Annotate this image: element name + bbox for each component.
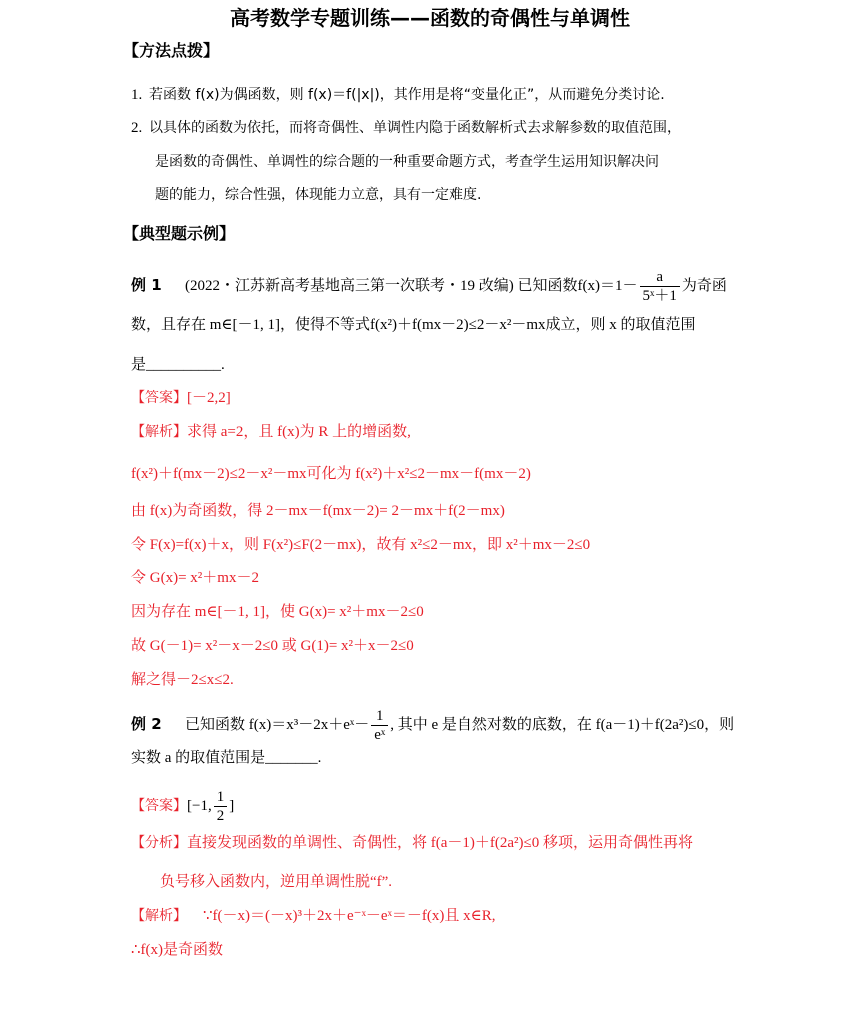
fraction-numerator: a (640, 268, 680, 287)
section-method-heading: 【方法点拨】 (123, 41, 220, 60)
solution-step: 令 F(x)=f(x)＋x，则 F(x²)≤F(2－mx)，故有 x²≤2－mx，即 x²＋mx－2≤0 (131, 537, 591, 553)
answer-tag: 【答案】 (131, 390, 187, 406)
method-item-text: 若函数 f(x)为偶函数，则 f(x)＝f(|x|)，其作用是将“变量化正”，从而避免分类讨论. (149, 87, 665, 103)
fraction-denominator: 5ˣ＋1 (642, 288, 677, 304)
fenxi-text: 直接发现函数的单调性、奇偶性，将 f(a－1)＋f(2a²)≤0 移项，运用奇偶性再将 (187, 835, 694, 851)
section-examples-heading: 【典型题示例】 (123, 224, 236, 243)
example2-answer (131, 788, 730, 825)
method-item-text: 以具体的函数为依托，而将奇偶性、单调性内隐于函数解析式去求解参数的取值范围， (149, 120, 681, 136)
method-item-text: 题的能力，综合性强，体现能力立意，具有一定难度. (155, 187, 482, 203)
example1-fraction (640, 268, 680, 305)
example2-line2: 实数 a 的取值范围是_______. (131, 750, 322, 766)
solution-step: 令 G(x)= x²＋mx－2 (131, 570, 259, 586)
example2-fenxi-cont: 负号移入函数内，逆用单调性脱“f”. (160, 874, 393, 890)
example2-fenxi (131, 833, 730, 853)
fraction-numerator: 1 (214, 788, 228, 807)
fraction-denominator: 2 (216, 808, 225, 824)
fraction-denominator: eˣ (374, 727, 386, 743)
solution-step: 故 G(－1)= x²－x－2≤0 或 G(1)= x²＋x－2≤0 (131, 638, 414, 654)
solution-step: 由 f(x)为奇函数，得 2－mx－f(mx－2)= 2－mx＋f(2－mx) (131, 503, 505, 519)
answer-value: [－2,2] (187, 390, 231, 406)
answer-part: [−1, (187, 797, 212, 814)
example2-conclusion: ∴f(x)是奇函数 (131, 942, 224, 958)
analysis-text: 求得 a=2，且 f(x)为 R 上的增函数, (187, 424, 411, 440)
example1-stem (131, 268, 730, 305)
example2-label: 例 2 (131, 714, 162, 733)
answer-tag: 【答案】 (131, 797, 187, 814)
example1-answer (131, 388, 730, 408)
fraction-numerator: 1 (371, 707, 388, 726)
jiexi-text: ∵f(－x)＝(－x)³＋2x＋e⁻ˣ－eˣ＝－f(x)且 x∈R, (203, 908, 496, 924)
example1-source: (2022・江苏新高考基地高三第一次联考・19 改编) 已知函数 (185, 277, 578, 294)
fenxi-tag: 【分析】 (131, 835, 187, 851)
method-item-number: 1. (131, 87, 143, 103)
example1-line3: 是__________. (131, 357, 225, 373)
example1-function: f(x)＝1－ (577, 277, 638, 294)
example2-stem-text: 已知函数 f(x)＝x³－2x＋eˣ－ (185, 716, 370, 733)
example2-stem (131, 707, 735, 744)
jiexi-tag: 【解析】 (131, 908, 187, 924)
example1-analysis (131, 422, 730, 442)
method-item-number: 2. (131, 120, 143, 136)
method-item-1 (131, 85, 730, 105)
solution-step: 解之得－2≤x≤2. (131, 672, 234, 688)
example1-label: 例 1 (131, 275, 162, 294)
solution-step: 因为存在 m∈[－1, 1]，使 G(x)= x²＋mx－2≤0 (131, 604, 424, 620)
example2-fraction (371, 707, 388, 744)
example1-line2: 数，且存在 m∈[－1, 1]，使得不等式f(x²)＋f(mx－2)≤2－x²－mx成立，则 x 的取值范围 (131, 317, 696, 333)
method-item-2 (131, 118, 730, 138)
method-item-2-cont (155, 185, 730, 205)
method-item-text: 是函数的奇偶性、单调性的综合题的一种重要命题方式，考查学生运用知识解决问 (155, 154, 659, 170)
method-item-2-cont (155, 152, 730, 172)
example2-stem-text: , 其中 e 是自然对数的底数，在 f(a－1)＋f(2a²)≤0，则 (390, 716, 735, 733)
answer-part: ] (229, 797, 235, 814)
solution-step: f(x²)＋f(mx－2)≤2－x²－mx可化为 f(x²)＋x²≤2－mx－f(mx－2) (131, 466, 531, 482)
example2-jiexi (131, 906, 730, 926)
answer-value (187, 789, 235, 824)
answer-fraction (214, 788, 228, 825)
analysis-tag: 【解析】 (131, 424, 187, 440)
page-title: 高考数学专题训练——函数的奇偶性与单调性 (230, 6, 630, 30)
example1-stem-tail: 为奇函 (681, 277, 727, 294)
